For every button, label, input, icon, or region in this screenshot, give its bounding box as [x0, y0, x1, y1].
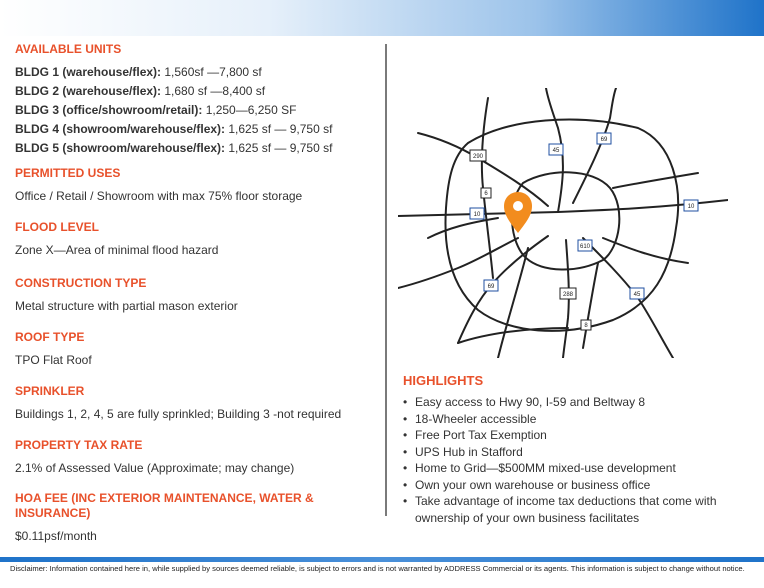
list-item: [403, 394, 748, 411]
unit-label: BLDG 4 (showroom/warehouse/flex):: [15, 122, 226, 136]
shield-288-icon: [560, 288, 576, 299]
shield-8-icon: [581, 320, 591, 330]
hoa-fee-section: [15, 491, 375, 546]
section-text: Buildings 1, 2, 4, 5 are fully sprinkled; Building 3 -not required: [15, 407, 342, 421]
list-item: [403, 493, 748, 526]
unit-size: 1,250—6,250 SF: [202, 103, 297, 117]
bullet-icon: •: [403, 477, 408, 492]
list-item-text: 18-Wheeler accessible: [415, 411, 537, 426]
unit-size: 1,625 sf — 9,750 sf: [225, 141, 333, 155]
section-heading: ROOF TYPE: [15, 330, 85, 344]
bullet-icon: •: [403, 395, 408, 409]
bullet-icon: •: [403, 428, 408, 442]
shield-69-south-icon: [484, 280, 498, 291]
unit-label: BLDG 3 (office/showroom/retail):: [15, 103, 203, 117]
footer-bar: [0, 557, 764, 562]
header-gradient-bar: [0, 0, 764, 36]
construction-type-section: [15, 276, 375, 330]
unit-label: BLDG 1 (warehouse/flex):: [15, 65, 162, 79]
list-item-text: Easy access to Hwy 90, I-59 and Beltway 8: [415, 395, 646, 409]
section-text: Zone X—Area of minimal flood hazard: [15, 243, 219, 257]
shield-label: 610: [579, 244, 591, 250]
shield-6-north-icon: [481, 188, 491, 198]
shield-label: 69: [487, 284, 495, 290]
section-text: Metal structure with partial mason exterior: [15, 299, 238, 313]
unit-size: 1,560sf —7,800 sf: [161, 65, 262, 79]
shield-10-east-icon: [684, 200, 698, 211]
section-heading: PROPERTY TAX RATE: [15, 438, 143, 452]
list-item-text: Take advantage of income tax deductions that come with ownership of your own business facilitates: [415, 494, 717, 525]
shield-label: 10: [687, 204, 695, 210]
list-item-text: Own your own warehouse or business office: [415, 477, 651, 492]
column-divider: [385, 44, 387, 516]
shield-610-icon: [578, 240, 592, 251]
location-pin-icon: [504, 192, 532, 233]
list-item: [403, 460, 748, 477]
section-text: $0.11psf/month: [15, 529, 97, 543]
unit-row: [15, 82, 375, 101]
section-heading: SPRINKLER: [15, 384, 85, 398]
list-item: [403, 477, 748, 494]
sprinkler-section: [15, 384, 375, 438]
unit-label: BLDG 5 (showroom/warehouse/flex):: [15, 141, 226, 155]
list-item: [403, 444, 748, 461]
property-details: [15, 42, 375, 546]
flood-level-section: [15, 220, 375, 276]
shield-label: 8: [584, 323, 588, 329]
bullet-icon: •: [403, 444, 408, 459]
shield-label: 69: [600, 137, 608, 143]
property-tax-section: [15, 438, 375, 491]
unit-row: [15, 101, 375, 120]
highlights-list: [403, 394, 748, 526]
shield-10-west-icon: [470, 208, 484, 219]
highway-map: [398, 88, 728, 358]
unit-row: [15, 63, 375, 82]
section-text: TPO Flat Roof: [15, 353, 92, 367]
section-text: Office / Retail / Showroom with max 75% floor storage: [15, 189, 303, 203]
shield-290-icon: [470, 150, 486, 161]
roof-type-section: [15, 330, 375, 384]
unit-size: 1,625 sf — 9,750 sf: [225, 122, 333, 136]
list-item-text: Home to Grid—$500MM mixed-use development: [415, 461, 676, 475]
available-units-heading: AVAILABLE UNITS: [15, 42, 122, 56]
shield-69-north-icon: [597, 133, 611, 144]
shield-label: 290: [472, 154, 484, 160]
section-heading: FLOOD LEVEL: [15, 220, 99, 234]
list-item-text: Free Port Tax Exemption: [415, 428, 547, 442]
bullet-icon: •: [403, 411, 408, 426]
shield-label: 6: [484, 191, 488, 197]
section-text: 2.1% of Assessed Value (Approximate; may change): [15, 461, 295, 475]
list-item-text: UPS Hub in Stafford: [415, 444, 523, 459]
section-heading: HOA FEE (INC EXTERIOR MAINTENANCE, WATER & INSURANCE): [15, 491, 314, 520]
bullet-icon: •: [403, 494, 408, 508]
unit-row: [15, 120, 375, 139]
list-item: [403, 427, 748, 444]
shield-label: 45: [552, 148, 560, 154]
highlights-section: [403, 373, 748, 526]
available-units-section: [15, 42, 375, 158]
shield-label: 10: [473, 212, 481, 218]
unit-row: [15, 139, 375, 158]
shield-45-south-icon: [630, 288, 644, 299]
highlights-heading: HIGHLIGHTS: [403, 373, 484, 388]
disclaimer: Disclaimer: Information contained here in, while supplied by sources deemed reliable, is subject to errors and is not warranted by ADDRESS Commercial or its agents. This information is subject to change without notice.: [10, 564, 745, 573]
permitted-uses-section: [15, 166, 375, 220]
bullet-icon: •: [403, 461, 408, 475]
shield-45-north-icon: [549, 144, 563, 155]
section-heading: PERMITTED USES: [15, 166, 121, 180]
shield-label: 45: [633, 292, 641, 298]
section-heading: CONSTRUCTION TYPE: [15, 276, 147, 290]
shield-label: 288: [562, 292, 574, 298]
unit-label: BLDG 2 (warehouse/flex):: [15, 84, 162, 98]
unit-size: 1,680 sf —8,400 sf: [161, 84, 266, 98]
list-item: [403, 411, 748, 428]
